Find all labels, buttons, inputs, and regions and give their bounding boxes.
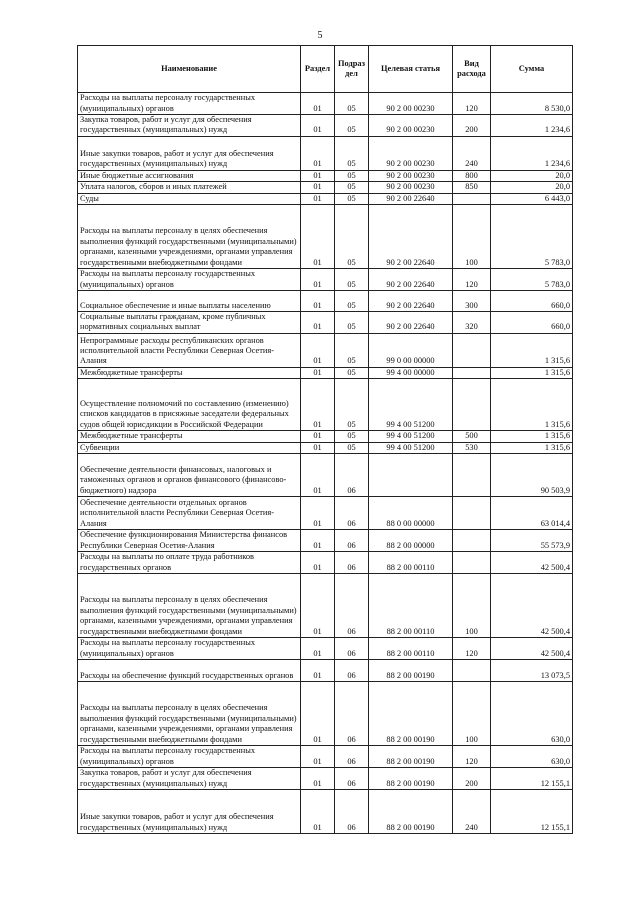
- row-subsection: 06: [335, 746, 369, 768]
- row-section: 01: [301, 552, 335, 574]
- row-type: 100: [453, 682, 491, 746]
- row-target: 90 2 00 00230: [369, 170, 453, 181]
- row-target: 90 2 00 22640: [369, 269, 453, 291]
- row-type: 120: [453, 746, 491, 768]
- row-target: 88 2 00 00110: [369, 574, 453, 638]
- row-sum: 6 443,0: [491, 193, 573, 204]
- row-subsection: 05: [335, 182, 369, 193]
- row-type: [453, 454, 491, 497]
- row-sum: 12 155,1: [491, 768, 573, 790]
- table-row: [78, 170, 573, 181]
- row-subsection: 06: [335, 497, 369, 530]
- row-target: 90 2 00 22640: [369, 291, 453, 312]
- table-row: [78, 497, 573, 530]
- row-type: 240: [453, 790, 491, 834]
- table-row: [78, 193, 573, 204]
- row-sum: 5 783,0: [491, 205, 573, 269]
- row-section: 01: [301, 638, 335, 660]
- header-sum: Сумма: [491, 46, 573, 93]
- table-row: [78, 182, 573, 193]
- row-name: Социальные выплаты гражданам, кроме публичных нормативных социальных выплат: [78, 312, 301, 334]
- row-sum: 1 315,6: [491, 333, 573, 367]
- table-row: [78, 269, 573, 291]
- row-subsection: 06: [335, 768, 369, 790]
- row-section: 01: [301, 367, 335, 378]
- row-name: Расходы на выплаты по оплате труда работников государственных органов: [78, 552, 301, 574]
- row-sum: 1 315,6: [491, 379, 573, 431]
- row-name: Субвенции: [78, 442, 301, 453]
- row-type: 850: [453, 182, 491, 193]
- row-sum: 12 155,1: [491, 790, 573, 834]
- table-row: [78, 379, 573, 431]
- row-type: [453, 497, 491, 530]
- row-section: 01: [301, 497, 335, 530]
- row-sum: 1 234,6: [491, 136, 573, 170]
- row-name: Расходы на выплаты персоналу государственных (муниципальных) органов: [78, 638, 301, 660]
- row-section: 01: [301, 682, 335, 746]
- row-name: Расходы на выплаты персоналу государственных (муниципальных) органов: [78, 93, 301, 115]
- row-type: 240: [453, 136, 491, 170]
- table-row: [78, 768, 573, 790]
- row-section: 01: [301, 530, 335, 552]
- row-name: Уплата налогов, сборов и иных платежей: [78, 182, 301, 193]
- row-section: 01: [301, 136, 335, 170]
- row-sum: 8 530,0: [491, 93, 573, 115]
- table-row: [78, 205, 573, 269]
- row-type: 200: [453, 115, 491, 137]
- row-section: 01: [301, 291, 335, 312]
- header-name: Наименование: [78, 46, 301, 93]
- row-subsection: 06: [335, 660, 369, 682]
- row-target: 88 2 00 00110: [369, 552, 453, 574]
- row-section: 01: [301, 431, 335, 442]
- table-row: [78, 442, 573, 453]
- row-sum: 1 315,6: [491, 367, 573, 378]
- row-name: Расходы на выплаты персоналу в целях обеспечения выполнения функций государственными (муниципальными) органами, казенными учреждениями, органами управления государственными внебюджетными фондами: [78, 574, 301, 638]
- table-row: [78, 746, 573, 768]
- row-type: [453, 552, 491, 574]
- row-name: Суды: [78, 193, 301, 204]
- row-subsection: 05: [335, 205, 369, 269]
- row-subsection: 05: [335, 136, 369, 170]
- row-sum: 630,0: [491, 746, 573, 768]
- row-sum: 42 500,4: [491, 638, 573, 660]
- row-section: 01: [301, 574, 335, 638]
- row-subsection: 05: [335, 333, 369, 367]
- row-target: 99 4 00 00000: [369, 367, 453, 378]
- table-row: [78, 93, 573, 115]
- header-subsection: Подраз дел: [335, 46, 369, 93]
- row-sum: 55 573,9: [491, 530, 573, 552]
- table-row: [78, 682, 573, 746]
- row-subsection: 06: [335, 682, 369, 746]
- row-section: 01: [301, 790, 335, 834]
- row-subsection: 06: [335, 790, 369, 834]
- row-section: 01: [301, 193, 335, 204]
- row-target: 99 0 00 00000: [369, 333, 453, 367]
- table-row: [78, 115, 573, 137]
- row-sum: 63 014,4: [491, 497, 573, 530]
- row-sum: 20,0: [491, 182, 573, 193]
- table-row: [78, 552, 573, 574]
- row-target: 90 2 00 22640: [369, 205, 453, 269]
- row-subsection: 05: [335, 367, 369, 378]
- row-target: 88 2 00 00190: [369, 768, 453, 790]
- row-type: [453, 367, 491, 378]
- row-target: 90 2 00 00230: [369, 136, 453, 170]
- row-subsection: 05: [335, 291, 369, 312]
- row-type: [453, 660, 491, 682]
- row-section: 01: [301, 768, 335, 790]
- row-subsection: 05: [335, 170, 369, 181]
- row-name: Социальное обеспечение и иные выплаты населению: [78, 291, 301, 312]
- row-target: 99 4 00 51200: [369, 379, 453, 431]
- row-type: [453, 333, 491, 367]
- row-name: Обеспечение функционирования Министерства финансов Республики Северная Осетия-Алания: [78, 530, 301, 552]
- table-row: [78, 431, 573, 442]
- row-subsection: 05: [335, 115, 369, 137]
- row-target: 88 2 00 00190: [369, 682, 453, 746]
- table-row: [78, 454, 573, 497]
- row-target: 88 2 00 00110: [369, 638, 453, 660]
- row-subsection: 06: [335, 638, 369, 660]
- header-type: Вид расхода: [453, 46, 491, 93]
- row-name: Расходы на обеспечение функций государственных органов: [78, 660, 301, 682]
- row-sum: 90 503,9: [491, 454, 573, 497]
- row-name: Межбюджетные трансферты: [78, 431, 301, 442]
- row-type: 300: [453, 291, 491, 312]
- row-name: Обеспечение деятельности отдельных органов исполнительной власти Республики Северная Осетия-Алания: [78, 497, 301, 530]
- row-target: 88 2 00 00190: [369, 790, 453, 834]
- row-sum: 42 500,4: [491, 574, 573, 638]
- table-row: [78, 291, 573, 312]
- row-subsection: 05: [335, 269, 369, 291]
- row-type: 120: [453, 638, 491, 660]
- header-target: Целевая статья: [369, 46, 453, 93]
- budget-table: [77, 45, 573, 834]
- row-subsection: 06: [335, 454, 369, 497]
- row-target: 99 4 00 51200: [369, 442, 453, 453]
- row-type: [453, 530, 491, 552]
- row-type: [453, 193, 491, 204]
- row-target: [369, 454, 453, 497]
- row-target: 90 2 00 00230: [369, 115, 453, 137]
- table-row: [78, 333, 573, 367]
- table-row: [78, 574, 573, 638]
- row-section: 01: [301, 269, 335, 291]
- row-subsection: 05: [335, 93, 369, 115]
- row-sum: 1 315,6: [491, 431, 573, 442]
- row-type: 100: [453, 574, 491, 638]
- row-section: 01: [301, 170, 335, 181]
- row-name: Межбюджетные трансферты: [78, 367, 301, 378]
- row-section: 01: [301, 746, 335, 768]
- table-row: [78, 312, 573, 334]
- row-name: Иные закупки товаров, работ и услуг для обеспечения государственных (муниципальных) нужд: [78, 790, 301, 834]
- table-row: [78, 530, 573, 552]
- row-name: Непрограммные расходы республиканских органов исполнительной власти Республики Северная Осетия-Алания: [78, 333, 301, 367]
- row-name: Расходы на выплаты персоналу в целях обеспечения выполнения функций государственными (муниципальными) органами, казенными учреждениями, органами управления государственными внебюджетными фондами: [78, 205, 301, 269]
- row-sum: 42 500,4: [491, 552, 573, 574]
- row-type: 320: [453, 312, 491, 334]
- row-name: Обеспечение деятельности финансовых, налоговых и таможенных органов и органов финансового (финансово-бюджетного) надзора: [78, 454, 301, 497]
- row-target: 88 0 00 00000: [369, 497, 453, 530]
- row-type: [453, 379, 491, 431]
- row-subsection: 05: [335, 431, 369, 442]
- row-subsection: 05: [335, 442, 369, 453]
- row-type: 100: [453, 205, 491, 269]
- row-target: 88 2 00 00190: [369, 746, 453, 768]
- row-subsection: 05: [335, 379, 369, 431]
- row-target: 99 4 00 51200: [369, 431, 453, 442]
- table-row: [78, 790, 573, 834]
- row-sum: 630,0: [491, 682, 573, 746]
- row-sum: 20,0: [491, 170, 573, 181]
- row-name: Иные закупки товаров, работ и услуг для обеспечения государственных (муниципальных) нужд: [78, 136, 301, 170]
- row-target: 88 2 00 00190: [369, 660, 453, 682]
- row-subsection: 05: [335, 193, 369, 204]
- row-subsection: 06: [335, 552, 369, 574]
- row-name: Закупка товаров, работ и услуг для обеспечения государственных (муниципальных) нужд: [78, 115, 301, 137]
- row-section: 01: [301, 442, 335, 453]
- row-name: Расходы на выплаты персоналу государственных (муниципальных) органов: [78, 269, 301, 291]
- row-name: Осуществление полномочий по составлению (изменению) списков кандидатов в присяжные заседатели федеральных судов общей юрисдикции в Российской Федерации: [78, 379, 301, 431]
- row-sum: 13 073,5: [491, 660, 573, 682]
- page-number: 5: [317, 30, 323, 41]
- row-section: 01: [301, 115, 335, 137]
- table-row: [78, 136, 573, 170]
- row-type: 500: [453, 431, 491, 442]
- row-section: 01: [301, 333, 335, 367]
- row-type: 530: [453, 442, 491, 453]
- row-name: Иные бюджетные ассигнования: [78, 170, 301, 181]
- header-section: Раздел: [301, 46, 335, 93]
- row-sum: 1 315,6: [491, 442, 573, 453]
- row-sum: 5 783,0: [491, 269, 573, 291]
- row-section: 01: [301, 182, 335, 193]
- row-subsection: 06: [335, 530, 369, 552]
- row-target: 90 2 00 22640: [369, 312, 453, 334]
- table-row: [78, 638, 573, 660]
- row-target: 90 2 00 00230: [369, 182, 453, 193]
- row-section: 01: [301, 454, 335, 497]
- row-sum: 660,0: [491, 312, 573, 334]
- row-type: 120: [453, 269, 491, 291]
- row-sum: 1 234,6: [491, 115, 573, 137]
- row-target: 90 2 00 00230: [369, 93, 453, 115]
- row-name: Закупка товаров, работ и услуг для обеспечения государственных (муниципальных) нужд: [78, 768, 301, 790]
- row-type: 120: [453, 93, 491, 115]
- row-section: 01: [301, 379, 335, 431]
- row-target: 90 2 00 22640: [369, 193, 453, 204]
- table-row: [78, 367, 573, 378]
- row-sum: 660,0: [491, 291, 573, 312]
- row-name: Расходы на выплаты персоналу государственных (муниципальных) органов: [78, 746, 301, 768]
- row-name: Расходы на выплаты персоналу в целях обеспечения выполнения функций государственными (муниципальными) органами, казенными учреждениями, органами управления государственными внебюджетными фондами: [78, 682, 301, 746]
- row-section: 01: [301, 205, 335, 269]
- row-section: 01: [301, 312, 335, 334]
- row-subsection: 06: [335, 574, 369, 638]
- table-header-row: [78, 46, 573, 93]
- row-section: 01: [301, 93, 335, 115]
- row-subsection: 05: [335, 312, 369, 334]
- row-type: 800: [453, 170, 491, 181]
- row-section: 01: [301, 660, 335, 682]
- row-type: 200: [453, 768, 491, 790]
- row-target: 88 2 00 00000: [369, 530, 453, 552]
- table-row: [78, 660, 573, 682]
